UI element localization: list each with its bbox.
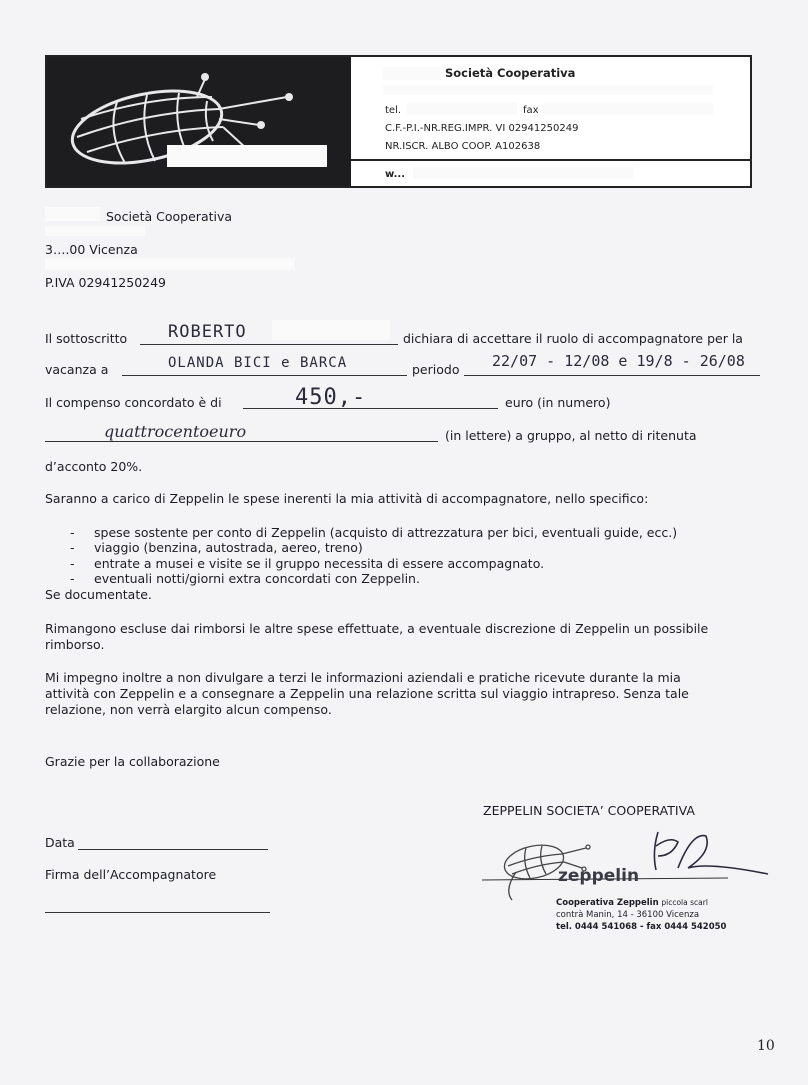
compenso-label: Il compenso concordato è di [45,395,222,410]
sottoscritto-label: Il sottoscritto [45,331,128,346]
periodo-value: 22/07 - 12/08 e 19/8 - 26/08 [492,352,745,370]
redaction [383,67,441,80]
redaction [45,258,295,270]
data-label: Data [45,835,75,850]
lettere-label: (in lettere) a gruppo, al netto di ritenuta [445,428,697,443]
recipient-company: Società Cooperativa [106,209,233,224]
vacanza-line[interactable] [122,374,407,376]
spese-intro: Saranno a carico di Zeppelin le spese inerenti la mia attività di accompagnatore, nello specifico: [45,491,649,506]
stamp-line2: contrà Manin, 14 - 36100 Vicenza [556,910,700,920]
header-tel-label: tel. [385,105,402,116]
compenso-line[interactable] [243,407,498,409]
rimangono-line: Rimangono escluse dai rimborsi le altre spese effettuate, a eventuale discrezione di Zeppelin un possibile [45,621,709,636]
redaction [45,207,100,221]
spese-item: viaggio (benzina, autostrada, aereo, treno) [94,540,363,555]
firma-label: Firma dell’Accompagnatore [45,867,217,882]
impegno-line: Mi impegno inoltre a non divulgare a terzi le informazioni aziendali e pratiche ricevute durante la mia [45,670,681,685]
recipient-city: 3….00 Vicenza [45,242,138,257]
recipient-piva: P.IVA 02941250249 [45,275,167,290]
vacanza-value: OLANDA BICI e BARCA [168,355,348,371]
rimangono-line: rimborso. [45,637,105,652]
coop-title: ZEPPELIN SOCIETA’ COOPERATIVA [483,803,695,818]
header-albo: NR.ISCR. ALBO COOP. A102638 [385,141,541,152]
redaction [543,103,713,115]
stamp-signature [482,822,782,902]
zeppelin-logo [47,57,351,186]
page-number: 10 [757,1038,775,1054]
spese-item: entrate a musei e visite se il gruppo necessita di essere accompagnato. [94,556,545,571]
data-line[interactable] [78,848,268,850]
list-dash: - [70,540,75,555]
redaction [272,320,390,340]
compenso-value: 450,- [295,385,367,410]
spese-item: spese sostente per conto di Zeppelin (acquisto di attrezzatura per bici, eventuali guide, ecc.) [94,525,678,540]
list-dash: - [70,571,75,586]
header-web: w... [385,169,405,180]
stamp-line3: tel. 0444 541068 - fax 0444 542050 [556,922,727,932]
periodo-label: periodo [412,362,460,377]
lettere-value: quattrocentoeuro [104,422,247,441]
dichiara-text: dichiara di accettare il ruolo di accompagnatore per la [403,331,743,346]
se-documentate: Se documentate. [45,587,152,602]
grazie-text: Grazie per la collaborazione [45,754,220,769]
firma-line[interactable] [45,911,270,913]
stamp-line1-small: piccola scarl [661,898,708,907]
acconto-text: d’acconto 20%. [45,459,143,474]
redaction [407,103,517,115]
vacanza-label: vacanza a [45,362,109,377]
impegno-line: relazione, non verrà elargito alcun compenso. [45,702,332,717]
header-divider [351,159,751,161]
list-dash: - [70,556,75,571]
stamp-text [556,897,726,933]
redaction [45,226,145,236]
letterhead [45,55,752,188]
logo-block [47,57,351,186]
impegno-line: attività con Zeppelin e a consegnare a Zeppelin una relazione scritta sul viaggio intrapreso. Senza tale [45,686,689,701]
periodo-line[interactable] [464,374,760,376]
redaction [383,85,713,95]
header-company: Società Cooperativa [445,66,576,80]
euro-numero-label: euro (in numero) [505,395,611,410]
stamp-brand: zeppelin [558,866,640,886]
spese-item: eventuali notti/giorni extra concordati con Zeppelin. [94,571,420,586]
header-cf: C.F.-P.I.-NR.REG.IMPR. VI 02941250249 [385,123,579,134]
header-fax-label: fax [523,105,539,116]
sottoscritto-line[interactable] [140,343,398,345]
sottoscritto-value: ROBERTO [168,322,247,342]
list-dash: - [70,525,75,540]
redaction [413,167,633,179]
stamp-line1: Cooperativa Zeppelin [556,898,659,908]
